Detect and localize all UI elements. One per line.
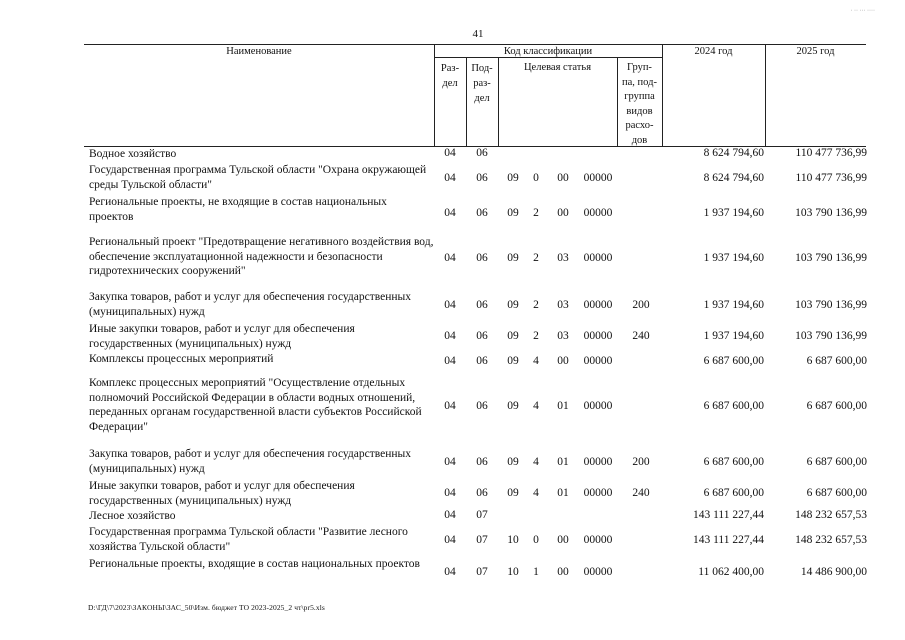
cell-y2025: 148 232 657,53 (795, 509, 867, 521)
cell-cs4: 00000 (583, 456, 613, 468)
cell-rz: 04 (444, 487, 456, 499)
table-row (0, 147, 905, 163)
cell-rz: 04 (444, 252, 456, 264)
cell-rz: 04 (444, 400, 456, 412)
cell-cs4: 00000 (583, 400, 613, 412)
cell-vr: 240 (632, 330, 650, 342)
cell-cs2: 2 (533, 252, 539, 264)
row-name: Региональный проект "Предотвращение негативного воздействия вод, обеспечение эксплуатационной надежности и безопасности гидротехнических сооружений" (89, 236, 434, 277)
cell-y2025: 6 687 600,00 (806, 400, 867, 412)
cell-cs3: 00 (557, 355, 569, 367)
cell-cs1: 09 (507, 355, 519, 367)
cell-cs4: 00000 (583, 534, 613, 546)
cell-rz: 04 (444, 566, 456, 578)
cell-cs3: 03 (557, 252, 569, 264)
table-row (0, 525, 905, 557)
cell-cs4: 00000 (583, 252, 613, 264)
header-target-article: Целевая статья (523, 62, 592, 73)
header-year-2025: 2025 год (796, 46, 835, 57)
row-name: Иные закупки товаров, работ и услуг для обеспечения государственных (муниципальных) нужд (89, 323, 355, 350)
cell-cs3: 03 (557, 299, 569, 311)
cell-y2024: 6 687 600,00 (703, 487, 764, 499)
row-name: Закупка товаров, работ и услуг для обеспечения государственных (муниципальных) нужд (89, 448, 412, 475)
cell-cs2: 2 (533, 207, 539, 219)
cell-prz: 06 (476, 355, 488, 367)
cell-prz: 06 (476, 456, 488, 468)
table-row (0, 195, 905, 233)
row-name: Закупка товаров, работ и услуг для обеспечения государственных (муниципальных) нужд (89, 291, 412, 318)
table-row (0, 163, 905, 195)
cell-cs3: 01 (557, 456, 569, 468)
cell-y2025: 103 790 136,99 (795, 252, 867, 264)
cell-cs1: 09 (507, 172, 519, 184)
header-expense-group: Груп- па, под- группа видов расхо- дов (622, 62, 657, 146)
cell-prz: 06 (476, 400, 488, 412)
cell-cs4: 00000 (583, 330, 613, 342)
cell-y2025: 6 687 600,00 (806, 487, 867, 499)
cell-y2024: 6 687 600,00 (703, 355, 764, 367)
cell-cs2: 2 (533, 330, 539, 342)
cell-rz: 04 (444, 456, 456, 468)
cell-cs1: 09 (507, 400, 519, 412)
cell-cs3: 00 (557, 172, 569, 184)
cell-cs4: 00000 (583, 299, 613, 311)
cell-y2025: 148 232 657,53 (795, 534, 867, 546)
cell-cs3: 00 (557, 207, 569, 219)
cell-cs3: 01 (557, 487, 569, 499)
cell-rz: 04 (444, 207, 456, 219)
cell-rz: 04 (444, 330, 456, 342)
cell-cs1: 10 (507, 566, 519, 578)
cell-vr: 200 (632, 456, 650, 468)
cell-cs3: 01 (557, 400, 569, 412)
cell-rz: 04 (444, 147, 456, 159)
file-path-footer: D:\ГД\7\2023\ЗАКОНЫ\ЗАС_50\Изм. бюджет ТО 2023-2025_2 чт\pr5.xls (88, 603, 325, 612)
table-row (0, 290, 905, 322)
cell-y2025: 103 790 136,99 (795, 299, 867, 311)
cell-y2025: 103 790 136,99 (795, 330, 867, 342)
header-code-group: Код классификации (503, 46, 593, 57)
cell-y2025: 110 477 736,99 (795, 172, 867, 184)
cell-cs1: 09 (507, 252, 519, 264)
cell-cs2: 2 (533, 299, 539, 311)
cell-prz: 06 (476, 330, 488, 342)
cell-y2024: 143 111 227,44 (692, 509, 764, 521)
cell-prz: 07 (476, 509, 488, 521)
cell-prz: 07 (476, 566, 488, 578)
table-row (0, 447, 905, 479)
cell-cs3: 00 (557, 534, 569, 546)
cell-prz: 06 (476, 207, 488, 219)
cell-cs4: 00000 (583, 207, 613, 219)
row-name: Водное хозяйство (89, 148, 177, 160)
cell-cs1: 09 (507, 487, 519, 499)
table-row (0, 557, 905, 589)
table-row (0, 322, 905, 352)
cell-rz: 04 (444, 534, 456, 546)
table-row (0, 479, 905, 509)
cell-y2024: 1 937 194,60 (703, 299, 764, 311)
cell-cs2: 4 (533, 487, 539, 499)
table-row (0, 376, 905, 438)
cell-y2024: 8 624 794,60 (703, 172, 764, 184)
cell-prz: 06 (476, 172, 488, 184)
cell-cs1: 09 (507, 456, 519, 468)
cell-cs4: 00000 (583, 566, 613, 578)
cell-y2024: 143 111 227,44 (692, 534, 764, 546)
cell-cs3: 00 (557, 566, 569, 578)
cell-cs4: 00000 (583, 172, 613, 184)
row-name: Комплексы процессных мероприятий (89, 353, 274, 365)
row-name: Государственная программа Тульской области "Развитие лесного хозяйства Тульской области" (89, 526, 408, 553)
cell-prz: 06 (476, 252, 488, 264)
cell-cs1: 09 (507, 330, 519, 342)
cell-cs2: 4 (533, 400, 539, 412)
cell-cs1: 10 (507, 534, 519, 546)
cell-y2024: 6 687 600,00 (703, 400, 764, 412)
cell-prz: 07 (476, 534, 488, 546)
cell-y2024: 8 624 794,60 (703, 147, 764, 159)
cell-prz: 06 (476, 299, 488, 311)
header-podrazdel: Под- раз- дел (471, 63, 493, 104)
header-year-2024: 2024 год (694, 46, 733, 57)
cell-y2025: 6 687 600,00 (806, 355, 867, 367)
cell-vr: 200 (632, 299, 650, 311)
cell-y2025: 6 687 600,00 (806, 456, 867, 468)
cell-cs2: 0 (533, 172, 539, 184)
cell-rz: 04 (444, 172, 456, 184)
cell-cs2: 1 (533, 566, 539, 578)
table-row (0, 235, 905, 283)
corner-mark: · ·· ··· ···· (850, 8, 875, 14)
cell-y2024: 6 687 600,00 (703, 456, 764, 468)
cell-y2025: 103 790 136,99 (795, 207, 867, 219)
row-name: Лесное хозяйство (89, 510, 176, 522)
table-row (0, 352, 905, 372)
cell-cs3: 03 (557, 330, 569, 342)
cell-cs2: 0 (533, 534, 539, 546)
cell-y2024: 1 937 194,60 (703, 207, 764, 219)
cell-rz: 04 (444, 509, 456, 521)
row-name: Комплекс процессных мероприятий "Осуществление отдельных полномочий Российской Федерации в области водных отношений, переданных органам государственной власти субъектов Российской Федерации" (89, 377, 422, 433)
cell-prz: 06 (476, 487, 488, 499)
cell-y2025: 14 486 900,00 (800, 566, 867, 578)
header-razdel: Раз- дел (440, 63, 460, 89)
header-name: Наименование (226, 46, 292, 57)
cell-y2024: 1 937 194,60 (703, 330, 764, 342)
cell-vr: 240 (632, 487, 650, 499)
cell-cs1: 09 (507, 299, 519, 311)
row-name: Региональные проекты, входящие в состав национальных проектов (89, 558, 420, 570)
cell-cs2: 4 (533, 355, 539, 367)
page-number: 41 (472, 28, 484, 40)
cell-cs2: 4 (533, 456, 539, 468)
cell-y2024: 11 062 400,00 (698, 566, 764, 578)
cell-y2024: 1 937 194,60 (703, 252, 764, 264)
row-name: Региональные проекты, не входящие в состав национальных проектов (89, 196, 387, 223)
cell-rz: 04 (444, 355, 456, 367)
cell-cs1: 09 (507, 207, 519, 219)
row-name: Иные закупки товаров, работ и услуг для обеспечения государственных (муниципальных) нужд (89, 480, 355, 507)
cell-cs4: 00000 (583, 355, 613, 367)
cell-rz: 04 (444, 299, 456, 311)
cell-prz: 06 (476, 147, 488, 159)
row-name: Государственная программа Тульской области "Охрана окружающей среды Тульской области" (89, 164, 427, 191)
cell-y2025: 110 477 736,99 (795, 147, 867, 159)
cell-cs4: 00000 (583, 487, 613, 499)
table-row (0, 509, 905, 525)
